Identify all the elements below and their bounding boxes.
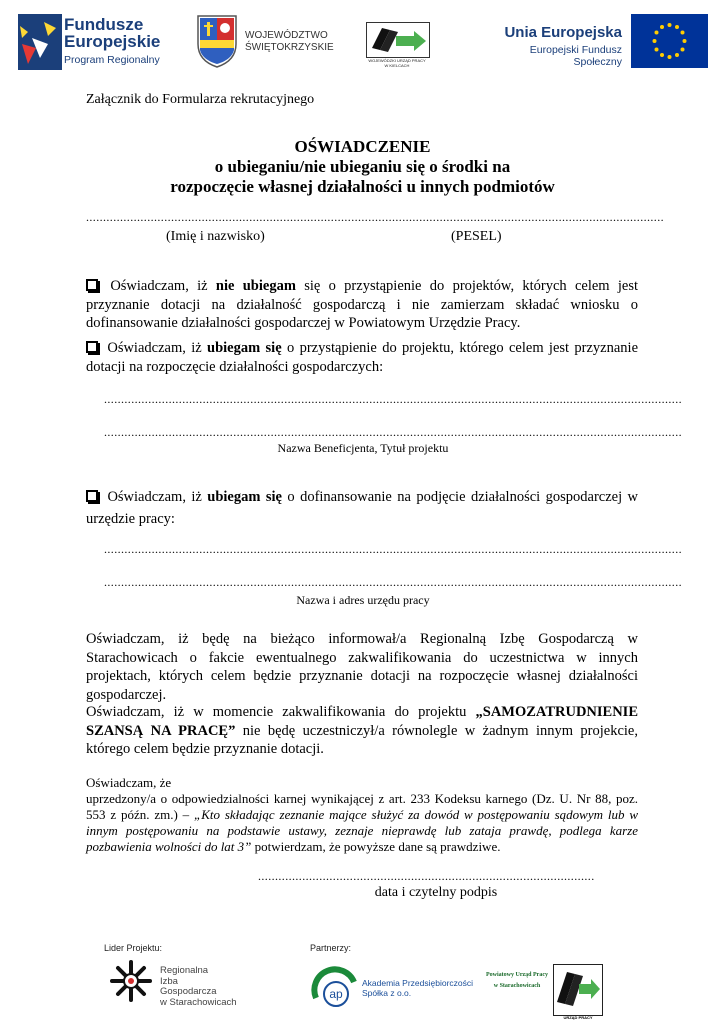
name-pesel-fill-line: ..........................................................................................................................................................................	[86, 210, 664, 224]
urzad-pracy-logo-icon	[553, 964, 603, 1016]
fe-line3: Program Regionalny	[64, 54, 160, 66]
stmt3-part-c: o dofinansowanie na podjęcie działalności gospodarczej w urzędzie pracy:	[86, 489, 639, 527]
rig-line2: Izba	[160, 975, 178, 987]
rig-text	[160, 966, 237, 1008]
stmt3-part-a: Oświadczam, iż	[107, 489, 208, 505]
ap-line2: Spółka z o.o.	[362, 988, 412, 998]
fe-line2: Europejskie	[64, 32, 161, 51]
office-fill-line-1: ..........................................................................................................................................................................	[104, 542, 682, 556]
rig-line4: w Starachowicach	[160, 996, 237, 1008]
woj-line1: WOJEWÓDZTWO	[245, 30, 328, 41]
wojewodztwo-coat-of-arms-icon	[196, 14, 238, 68]
akademia-przedsiebiorczosci-logo-icon	[310, 960, 358, 1008]
para2-project-name: „SAMOZATRUDNIENIE SZANSĄ NA PRACĘ”	[86, 704, 638, 739]
ap-monogram: ap	[329, 987, 343, 1001]
beneficient-fill-line-1: ..........................................................................................................................................................................	[104, 392, 682, 406]
ue-subtitle: Europejski Fundusz Społeczny	[529, 44, 622, 68]
stmt1-part-a: Oświadczam, iż	[110, 278, 216, 294]
rig-line1: Regionalna	[160, 965, 209, 976]
checkbox-applying-office-icon[interactable]	[86, 490, 98, 502]
rig-line3: Gospodarcza	[160, 986, 217, 997]
signature-fill-line: ...................................................................................................	[258, 869, 595, 883]
para3-part-c: potwierdzam, że powyższe dane są prawdziwe.	[251, 839, 501, 854]
pup-line1: Powiatowy Urząd Pracy	[486, 972, 548, 978]
paragraph-inform-rig: Oświadczam, iż będę na bieżąco informował/a Regionalną Izbę Gospodarczą w Starachowicach o fakcie ewentualnego zakwalifikowania do uczestnictwa w innych projektach, których celem będzie przyznanie dotacji na rozpoczęcie własnej działalności gospodarczej.	[86, 631, 638, 703]
wup-kielce-text	[362, 58, 432, 68]
pup-starachowice-text	[484, 970, 550, 992]
wup-line2: W KIELCACH	[384, 63, 410, 68]
wojewodztwo-text	[245, 30, 334, 54]
para3-part-a: uprzedzony/a o odpowiedzialności karnej wynikającej z art. 233 Kodeksu karnego (Dz. U. Nr 88, poz. 553 z późn. zm.) –	[86, 791, 638, 822]
para2-part-a: Oświadczam, iż w momencie zakwalifikowania do projektu	[86, 704, 476, 720]
stmt2-part-c: o przystąpienie do projektu, którego celem jest przyznanie dotacji na rozpoczęcie działalności gospodarczych:	[86, 340, 639, 375]
leader-label: Lider Projektu:	[104, 943, 163, 953]
urzad-pracy-label: URZĄD PRACY	[563, 1015, 593, 1020]
document-subtitle-1: o ubieganiu/nie ubieganiu się o środki na	[214, 157, 511, 176]
wup-line1: WOJEWÓDZKI URZĄD PRACY	[368, 58, 426, 63]
pesel-caption: (PESEL)	[451, 229, 502, 244]
document-subtitle-2: rozpoczęcie własnej działalności u innych podmiotów	[170, 177, 555, 196]
beneficient-fill-line-2: ..........................................................................................................................................................................	[104, 425, 682, 439]
statement-not-applying	[86, 277, 638, 333]
attachment-label: Załącznik do Formularza rekrutacyjnego	[86, 92, 315, 107]
akademia-text	[362, 978, 473, 998]
fe-line1: Fundusze	[64, 15, 144, 34]
paragraph-criminal-liability	[86, 775, 638, 855]
checkbox-applying-project-icon[interactable]	[86, 341, 98, 353]
stmt1-part-b: nie ubiegam	[215, 278, 296, 294]
stmt2-part-b: ubiegam się	[207, 340, 282, 356]
stmt2-part-a: Oświadczam, iż	[107, 340, 208, 356]
para3-line1: Oświadczam, że	[86, 775, 172, 790]
wup-kielce-logo-icon	[366, 22, 430, 58]
pup-line2: w Starachowicach	[493, 983, 541, 989]
rig-starachowice-logo-icon	[106, 956, 156, 1006]
unia-europejska-text	[488, 24, 622, 68]
name-caption: (Imię i nazwisko)	[166, 229, 265, 244]
eu-flag-icon	[631, 14, 708, 68]
stmt3-part-b: ubiegam się	[207, 489, 282, 505]
statement-applying-office	[86, 486, 638, 530]
ue-title: Unia Europejska	[504, 24, 622, 41]
para2-part-c: nie będę uczestniczył/a równolegle w żadnym innym projekcie, którego celem będzie przyznanie dotacji.	[86, 722, 638, 757]
paragraph-project-qualification	[86, 703, 638, 759]
beneficient-caption: Nazwa Beneficjenta, Tytuł projektu	[277, 441, 449, 455]
office-fill-line-2: ..........................................................................................................................................................................	[104, 575, 682, 589]
statement-applying-project	[86, 339, 638, 376]
ap-line1: Akademia Przedsiębiorczości	[362, 978, 474, 988]
office-caption: Nazwa i adres urzędu pracy	[296, 593, 430, 607]
woj-line2: ŚWIĘTOKRZYSKIE	[245, 42, 334, 53]
para3-quote: „Kto składając zeznanie mające służyć za dowód w postępowaniu sądowym lub w innym postępowaniu na podstawie ustawy, zeznaje nieprawdę lub zataja prawdę, podlega karze pozbawienia wolności do lat 3”	[86, 807, 638, 854]
checkbox-not-applying-icon[interactable]	[86, 279, 98, 291]
stmt1-part-c: się o przystąpienie do projektów, których celem jest przyznanie dotacji na działalność gospodarczą i nie zamierzam składać wniosku o dofinansowanie działalności gospodarczej w Powiatowym Urzędzie Pracy.	[86, 278, 639, 331]
partners-label: Partnerzy:	[310, 943, 352, 953]
document-title: OŚWIADCZENIE	[294, 137, 431, 156]
fundusze-europejskie-text	[64, 16, 160, 67]
signature-caption: data i czytelny podpis	[374, 885, 498, 900]
